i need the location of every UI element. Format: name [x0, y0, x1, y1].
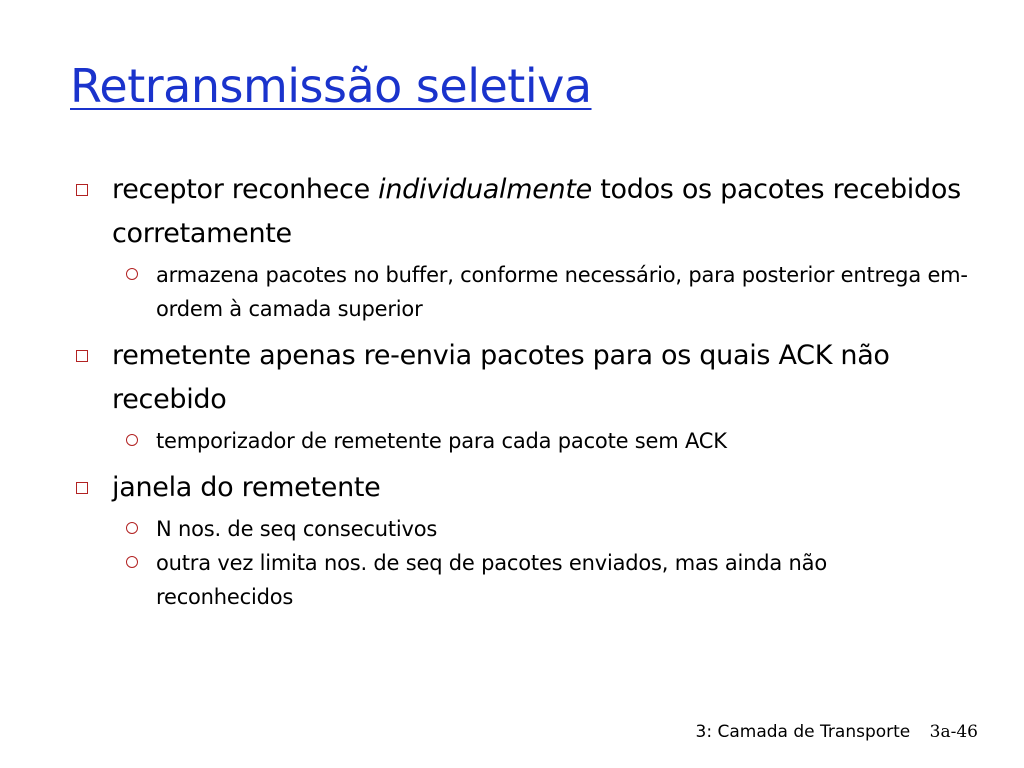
- sub-bullet-list: [112, 512, 970, 614]
- circle-bullet-icon: [126, 522, 138, 534]
- page-number: 3a-46: [929, 722, 978, 742]
- bullet-item: [70, 168, 970, 326]
- slide-title: Retransmissão seletiva: [70, 59, 592, 113]
- emphasis-text: individualmente: [378, 174, 592, 205]
- sub-bullet-list: [112, 258, 970, 326]
- sub-bullet-item: temporizador de remetente para cada pacote sem ACK: [112, 424, 970, 458]
- bullet-list: [70, 168, 970, 622]
- footer-chapter: 3: Camada de Transporte: [695, 722, 911, 742]
- circle-bullet-icon: [126, 434, 138, 446]
- circle-bullet-icon: [126, 556, 138, 568]
- bullet-item: [70, 466, 970, 614]
- square-bullet-icon: [76, 482, 88, 494]
- slide-footer: [696, 722, 978, 742]
- bullet-text: janela do remetente: [112, 472, 381, 503]
- square-bullet-icon: [76, 184, 88, 196]
- sub-bullet-item: N nos. de seq consecutivos: [112, 512, 970, 546]
- circle-bullet-icon: [126, 268, 138, 280]
- sub-bullet-item: outra vez limita nos. de seq de pacotes enviados, mas ainda não reconhecidos: [112, 546, 970, 614]
- square-bullet-icon: [76, 350, 88, 362]
- sub-bullet-list: [112, 424, 970, 458]
- bullet-item: [70, 334, 970, 458]
- bullet-text: remetente apenas re-envia pacotes para os quais ACK não recebido: [112, 340, 890, 415]
- bullet-text: receptor reconhece individualmente todos os pacotes recebidos corretamente: [112, 174, 961, 249]
- sub-bullet-item: armazena pacotes no buffer, conforme necessário, para posterior entrega em-ordem à camada superior: [112, 258, 970, 326]
